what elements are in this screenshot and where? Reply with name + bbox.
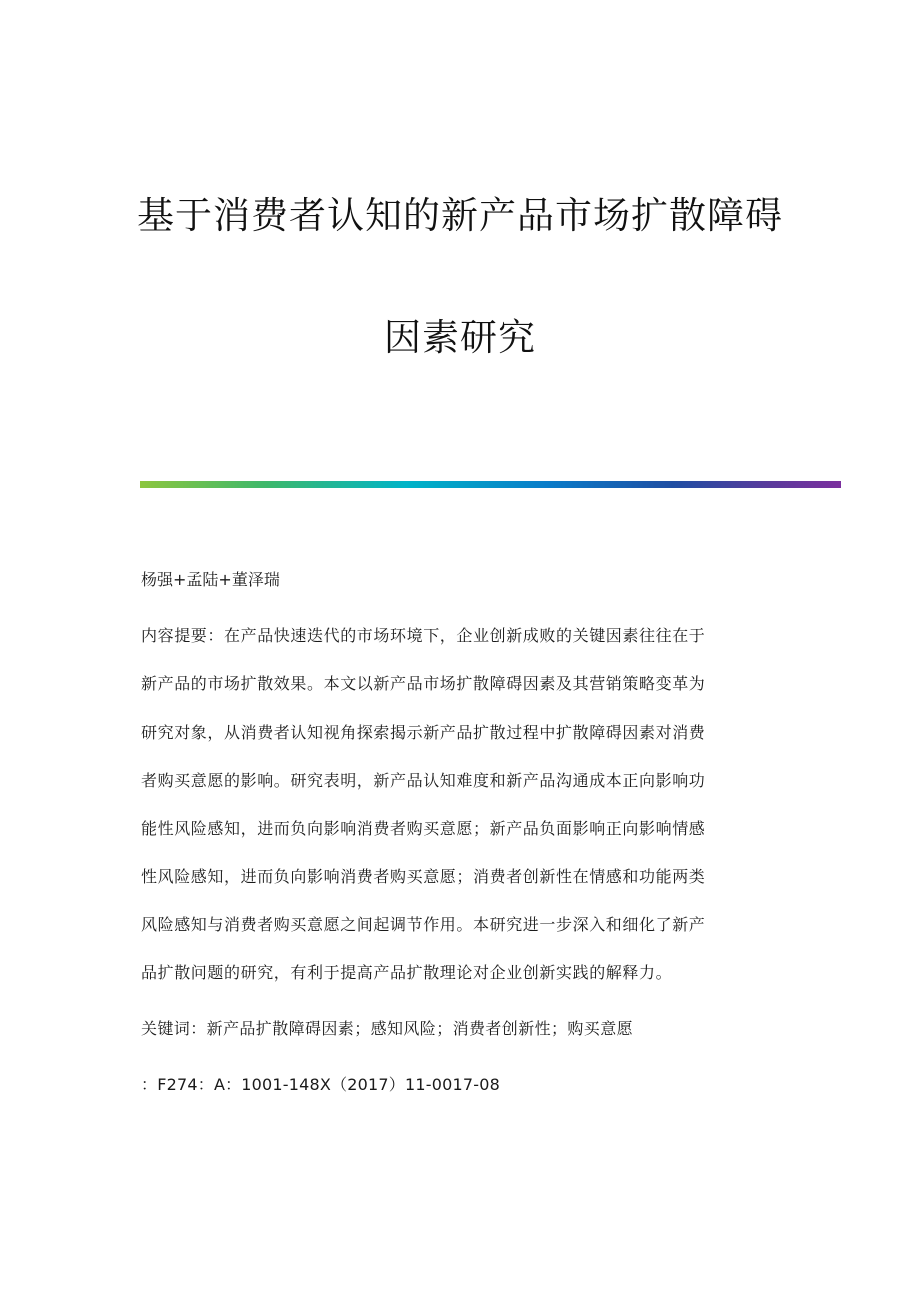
gradient-divider [140, 481, 841, 488]
authors: 杨强+孟陆+董泽瑞 [141, 570, 280, 589]
classification-code: ：F274：A：1001-148X（2017）11-0017-08 [141, 1075, 500, 1094]
abstract-line: 新产品的市场扩散效果。本文以新产品市场扩散障碍因素及其营销策略变革为 [141, 674, 706, 693]
abstract-line: 性风险感知，进而负向影响消费者购买意愿；消费者创新性在情感和功能两类 [141, 867, 706, 886]
abstract-line: 风险感知与消费者购买意愿之间起调节作用。本研究进一步深入和细化了新产 [141, 915, 706, 934]
keywords: 关键词：新产品扩散障碍因素；感知风险；消费者创新性；购买意愿 [141, 1019, 634, 1038]
page-title-line-1: 基于消费者认知的新产品市场扩散障碍 [137, 194, 783, 237]
abstract-line: 者购买意愿的影响。研究表明，新产品认知难度和新产品沟通成本正向影响功 [141, 771, 706, 790]
page-title-line-2: 因素研究 [384, 316, 536, 359]
abstract-line: 能性风险感知，进而负向影响消费者购买意愿；新产品负面影响正向影响情感 [141, 819, 706, 838]
abstract-line: 品扩散问题的研究，有利于提高产品扩散理论对企业创新实践的解释力。 [141, 963, 673, 982]
abstract-line: 研究对象，从消费者认知视角探索揭示新产品扩散过程中扩散障碍因素对消费 [141, 723, 706, 742]
abstract-line: 内容提要：在产品快速迭代的市场环境下，企业创新成败的关键因素往往在于 [141, 626, 706, 645]
